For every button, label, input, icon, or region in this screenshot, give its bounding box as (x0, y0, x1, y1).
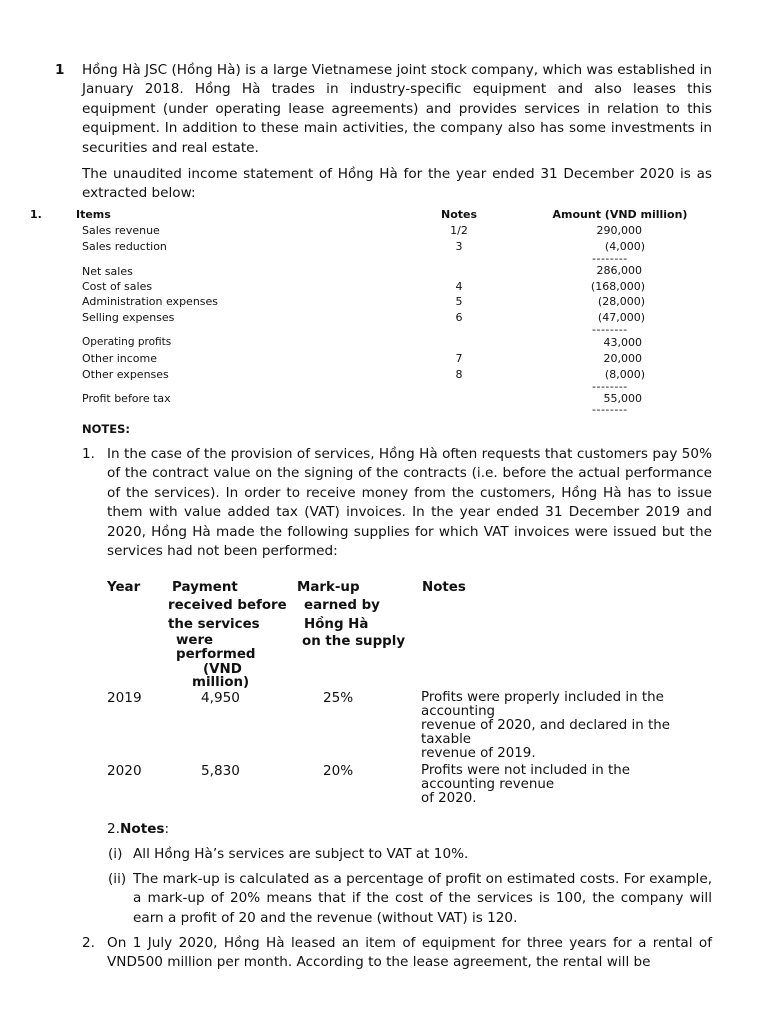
col-header-items: Items (76, 208, 111, 221)
separator: -------- (592, 323, 628, 336)
row-item: Profit before tax (82, 392, 171, 405)
row-amount: 290,000 (596, 224, 642, 237)
row-amount: (8,000) (604, 368, 645, 381)
row-item: Other income (82, 352, 158, 365)
row-note-line: revenue of 2019. (421, 746, 536, 761)
row-item: Cost of sales (82, 280, 153, 293)
note1-number: 1. (82, 446, 95, 462)
note2-text: On 1 July 2020, Hồng Hà leased an item of equipment for three years for a rental of VND500 million per month. According to the lease agreement, the rental will be (107, 935, 712, 971)
question-intro: Hồng Hà JSC (Hồng Hà) is a large Vietnamese joint stock company, which was established in January 2018. Hồng Hà trades in industry-specific equipment and also leases this equipment (under operating lease agreements) and provides services in relation to this equipment. In addition to these main activities, the company also has some investments in securities and real estate. (82, 62, 712, 156)
row-amount: 43,000 (603, 336, 642, 349)
sub-note-marker: (i) (108, 846, 123, 862)
row-note-line: Profits were properly included in the (421, 690, 664, 705)
row-item: Operating profits (82, 336, 172, 348)
row-note: 6 (455, 311, 463, 324)
row-note-line: Profits were not included in the (421, 763, 630, 778)
row-item: Administration expenses (82, 295, 219, 308)
col-header-notes: Notes (440, 208, 478, 221)
row-item: Sales reduction (82, 240, 167, 253)
row-item: Selling expenses (82, 311, 175, 324)
sub-notes-colon: : (164, 821, 170, 837)
row-amount: (47,000) (597, 311, 645, 324)
row-note-line: accounting revenue (421, 777, 555, 792)
sub-notes-label: Notes (119, 821, 165, 837)
sub-note-text: The mark-up is calculated as a percentage of profit on estimated costs. For example, a mark-up of 20% means that if the cost of the services is 100, the company will earn a profit of 20 and the revenue (without VAT) is 120. (133, 871, 713, 926)
statement-label: 1. (30, 208, 42, 221)
header-line: received before (168, 598, 287, 613)
row-markup: 25% (323, 690, 354, 706)
row-amount: 55,000 (603, 392, 642, 405)
row-payment: 4,950 (201, 690, 240, 706)
header-line: Payment (172, 580, 238, 595)
row-note-line: taxable (421, 732, 472, 747)
header-line: Hồng Hà (304, 617, 369, 632)
row-note: 8 (455, 368, 463, 381)
header-line: the services (168, 617, 260, 632)
row-year: 2020 (107, 763, 142, 779)
row-note: 5 (455, 295, 463, 308)
separator: -------- (592, 403, 628, 416)
row-note: 4 (455, 280, 463, 293)
note1-text: In the case of the provision of services, Hồng Hà often requests that customers pay 50% of the contract value on the signing of the contracts (i.e. before the actual performance of the services). In order to receive money from the customers, Hồng Hà has to issue them with value added tax (VAT) invoices. In the year ended 31 December 2019 and 2020, Hồng Hà made the following supplies for which VAT invoices were issued but the services had not been performed: (107, 446, 712, 560)
statement-intro: The unaudited income statement of Hồng Hà for the year ended 31 December 2020 is as extracted below: (82, 166, 712, 202)
header-line: million) (192, 675, 250, 690)
header-line: earned by (304, 598, 380, 613)
row-note: 3 (455, 240, 463, 253)
row-markup: 20% (323, 763, 354, 779)
sub-note-marker: (ii) (108, 871, 127, 887)
row-note-line: revenue of 2020, and declared in the (421, 718, 670, 733)
row-payment: 5,830 (201, 763, 240, 779)
header-line: were (176, 633, 214, 648)
row-amount: 286,000 (596, 264, 642, 277)
row-amount: (4,000) (604, 240, 645, 253)
row-amount: (168,000) (590, 280, 645, 293)
header-line: (VND (203, 662, 242, 677)
notes-heading: NOTES: (82, 422, 130, 436)
row-item: Other expenses (82, 368, 169, 381)
row-item: Net sales (82, 265, 133, 278)
row-item: Sales revenue (82, 224, 160, 237)
header-line: on the supply (302, 634, 406, 649)
row-note: 1/2 (450, 224, 468, 237)
separator: -------- (592, 252, 628, 265)
header-line: Mark-up (297, 580, 360, 595)
sub-note-text: All Hồng Hà’s services are subject to VAT at 10%. (133, 846, 469, 862)
row-note: 7 (455, 352, 463, 365)
row-year: 2019 (107, 690, 142, 706)
row-amount: (28,000) (597, 295, 645, 308)
row-note-line: accounting (421, 704, 496, 719)
row-amount: 20,000 (603, 352, 642, 365)
question-number: 1 (55, 62, 65, 78)
separator: -------- (592, 380, 628, 393)
note2-number: 2. (82, 935, 95, 951)
header-line: performed (176, 647, 256, 662)
col-header-amount: Amount (VND million) (552, 208, 688, 221)
supplies-header-year: Year (107, 580, 141, 595)
supplies-header-notes: Notes (422, 580, 466, 595)
sub-notes-heading (107, 820, 169, 839)
row-note-line: of 2020. (421, 791, 477, 806)
sub-notes-number: 2. (107, 821, 120, 837)
